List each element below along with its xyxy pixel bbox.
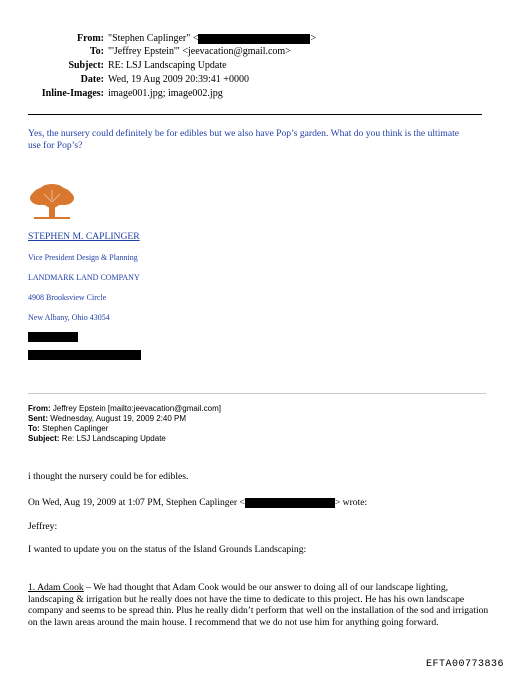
- signature-address-1: 4908 Brooksview Circle: [28, 293, 107, 302]
- from-tail: >: [310, 33, 317, 44]
- to-value: "'Jeffrey Epstein'" <jeevacation@gmail.com>: [108, 46, 291, 57]
- quoted-to: [28, 424, 108, 434]
- reply-line-2: use for Pop’s?: [28, 139, 83, 151]
- quoted-sent: [28, 414, 186, 424]
- quoted-subject-label: Subject:: [28, 434, 60, 443]
- body-item-adam-cook: [28, 582, 490, 628]
- oak-tree-logo-icon: [28, 184, 76, 222]
- body-edibles: i thought the nursery could be for edibles.: [28, 471, 189, 482]
- date-value: Wed, 19 Aug 2009 20:39:41 +0000: [108, 74, 249, 85]
- quoted-to-value: Stephen Caplinger: [42, 424, 109, 433]
- quoted-from-label: From:: [28, 404, 51, 413]
- subject-value: RE: LSJ Landscaping Update: [108, 60, 227, 71]
- quoted-from: [28, 404, 221, 414]
- reply-message: [28, 128, 488, 151]
- redaction-bar: [245, 498, 335, 508]
- header-divider: [28, 114, 482, 115]
- quoted-from-value: Jeffrey Epstein [mailto:jeevacation@gmail.com]: [52, 404, 221, 413]
- signature-title: Vice President Design & Planning: [28, 253, 138, 262]
- signature-company: LANDMARK LAND COMPANY: [28, 273, 140, 282]
- quoted-sent-label: Sent:: [28, 414, 48, 423]
- redaction-bar: [198, 34, 310, 44]
- item-text: – We had thought that Adam Cook would be our answer to doing all of our landscape lighting, landscaping & irrigation but he really does not have the time to dedicate to this project. He has his own landscape company and seems to be spread thin. Plus he really didn’t perform that well on the installation of the sod and irrigation on the lawn areas around the main house. I recommend that we do not use him for anything going forward.: [28, 582, 489, 628]
- on-wed-text: On Wed, Aug 19, 2009 at 1:07 PM, Stephen Caplinger <: [28, 497, 245, 508]
- body-greeting: Jeffrey:: [28, 521, 58, 532]
- body-intro: I wanted to update you on the status of the Island Grounds Landscaping:: [28, 544, 307, 555]
- body-on-wed: [28, 497, 367, 509]
- from-value: [108, 33, 316, 45]
- quoted-to-label: To:: [28, 424, 40, 433]
- signature-address-2: New Albany, Ohio 43054: [28, 313, 110, 322]
- quoted-subject: [28, 434, 166, 444]
- from-text: "Stephen Caplinger" <: [108, 33, 199, 44]
- redaction-bar: [28, 332, 78, 342]
- from-label: From:: [76, 33, 104, 44]
- quoted-sent-value: Wednesday, August 19, 2009 2:40 PM: [50, 414, 187, 423]
- bates-number: EFTA00773836: [425, 659, 504, 670]
- quote-divider: [28, 393, 486, 394]
- to-label: To:: [89, 46, 104, 57]
- item-label: 1. Adam Cook: [28, 582, 84, 593]
- reply-line-1: Yes, the nursery could definitely be for edibles but we also have Pop’s garden. What do you think is the ultimate: [28, 128, 460, 139]
- redaction-bar: [28, 350, 141, 360]
- date-label: Date:: [80, 74, 104, 85]
- inline-images-label: Inline-Images:: [41, 88, 104, 99]
- inline-images-value: image001.jpg; image002.jpg: [108, 88, 223, 99]
- subject-label: Subject:: [68, 60, 104, 71]
- signature-name[interactable]: STEPHEN M. CAPLINGER: [28, 231, 140, 242]
- wrote-text: > wrote:: [334, 497, 368, 508]
- quoted-subject-value: Re: LSJ Landscaping Update: [61, 434, 166, 443]
